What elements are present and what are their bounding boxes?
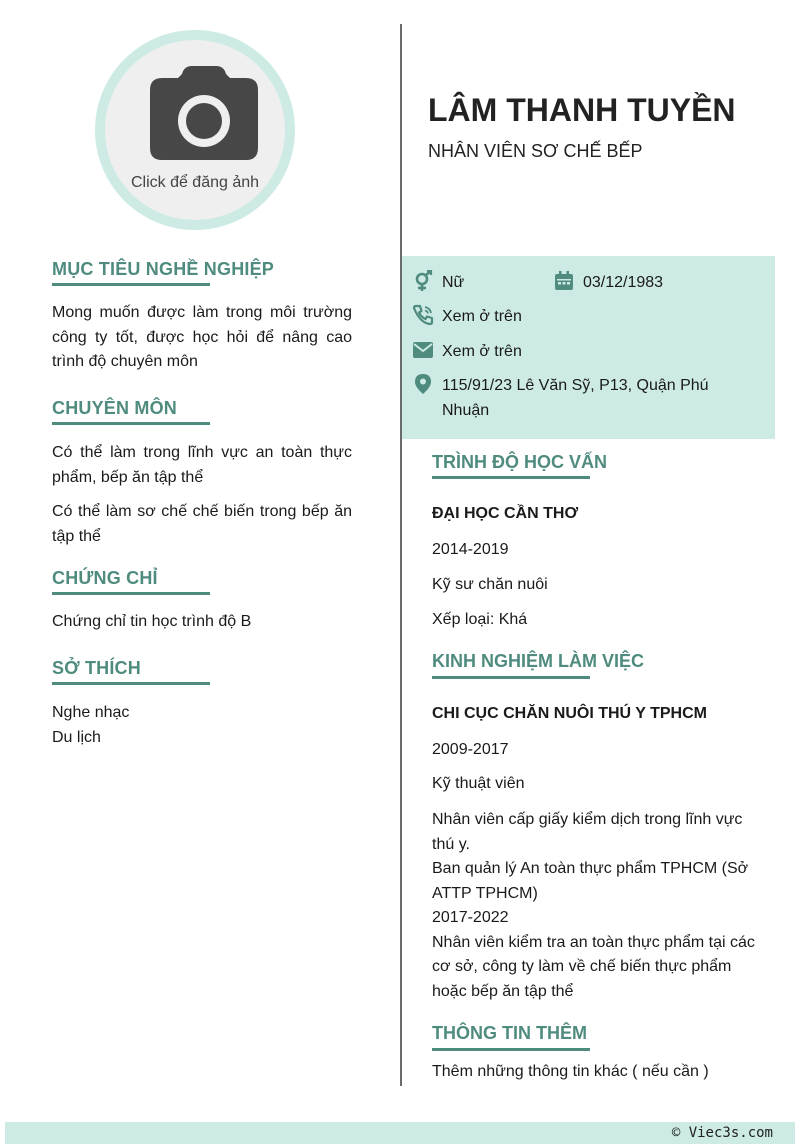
address-text: 115/91/23 Lê Văn Sỹ, P13, Quận Phú	[442, 377, 709, 394]
education-title: TRÌNH ĐỘ HỌC VẤN	[432, 452, 607, 472]
gender-text: Nữ	[442, 274, 465, 291]
specialty-item: Có thể làm sơ chế chế biến trong bếp ăn tập thể	[52, 503, 352, 545]
email-text: Xem ở trên	[442, 343, 522, 360]
experience-years: 2009-2017	[432, 741, 509, 758]
experience-detail: 2017-2022	[432, 909, 509, 926]
phone-text: Xem ở trên	[442, 308, 522, 325]
footer-bar	[5, 1122, 795, 1144]
extra-title: THÔNG TIN THÊM	[432, 1023, 587, 1043]
education-years: 2014-2019	[432, 541, 509, 558]
phone-icon	[412, 304, 434, 326]
certificates-title: CHỨNG CHỈ	[52, 568, 158, 588]
specialty-item: Có thể làm trong lĩnh vực an toàn thực phẩm, bếp ăn tập thể	[52, 444, 352, 486]
camera-icon	[150, 66, 258, 160]
hobby-item: Nghe nhạc	[52, 704, 130, 721]
candidate-name: LÂM THANH TUYỀN	[428, 92, 736, 128]
hobbies-title: SỞ THÍCH	[52, 658, 141, 678]
experience-detail: Nhân viên cấp giấy kiểm dịch trong lĩnh vực thú y.	[432, 811, 743, 853]
calendar-icon	[554, 271, 574, 291]
certificates-underline	[52, 592, 210, 595]
experience-company: CHI CỤC CHĂN NUÔI THÚ Y TPHCM	[432, 705, 707, 722]
education-major: Kỹ sư chăn nuôi	[432, 576, 548, 593]
experience-position: Kỹ thuật viên	[432, 775, 525, 792]
contact-panel	[402, 256, 775, 439]
objective-text: Mong muốn được làm trong môi trường công ty tốt, được học hỏi để nâng cao trình độ chuyên môn	[52, 304, 352, 370]
hobbies-underline	[52, 682, 210, 685]
experience-detail: Ban quản lý An toàn thực phẩm TPHCM (Sở ATTP TPHCM)	[432, 860, 749, 902]
location-icon	[414, 373, 432, 395]
column-divider	[400, 24, 402, 1086]
avatar-caption: Click để đăng ảnh	[130, 174, 260, 191]
education-school: ĐẠI HỌC CẦN THƠ	[432, 505, 579, 522]
footer-credit: © Viec3s.com	[671, 1125, 773, 1141]
hobby-item: Du lịch	[52, 729, 101, 746]
experience-detail: Nhân viên kiểm tra an toàn thực phẩm tại các cơ sở, công ty làm về chế biến thực phẩm hoặc bếp ăn tập thể	[432, 933, 755, 1000]
specialty-underline	[52, 422, 210, 425]
education-grade: Xếp loại: Khá	[432, 611, 528, 628]
gender-icon	[412, 270, 434, 292]
birthday-text: 03/12/1983	[583, 274, 664, 291]
avatar-placeholder[interactable]	[105, 40, 285, 220]
education-underline	[432, 476, 590, 479]
specialty-title: CHUYÊN MÔN	[52, 398, 178, 418]
address-text-continued: Nhuận	[442, 402, 490, 419]
job-title: NHÂN VIÊN SƠ CHẾ BẾP	[428, 141, 643, 161]
objective-underline	[52, 283, 210, 286]
experience-details	[432, 808, 762, 1004]
email-icon	[412, 341, 434, 359]
objective-title: MỤC TIÊU NGHỀ NGHIỆP	[52, 259, 275, 279]
certificate-item: Chứng chỉ tin học trình độ B	[52, 613, 252, 630]
avatar-upload[interactable]	[95, 30, 295, 230]
experience-title: KINH NGHIỆM LÀM VIỆC	[432, 651, 645, 671]
experience-underline	[432, 676, 590, 679]
extra-text: Thêm những thông tin khác ( nếu cần )	[432, 1063, 709, 1080]
extra-underline	[432, 1048, 590, 1051]
